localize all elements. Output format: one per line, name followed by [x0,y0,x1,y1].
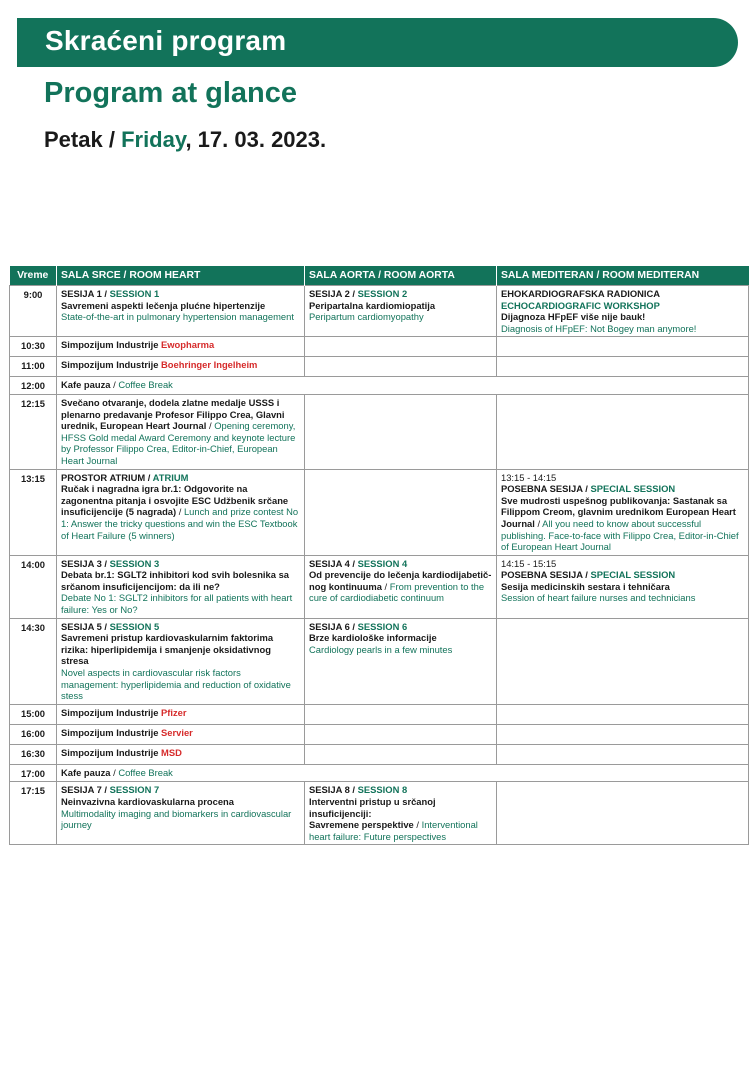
symposium-cell: Simpozijum Industrije Pfizer [57,704,305,724]
empty-cell [497,782,749,845]
time-cell: 9:00 [10,286,57,337]
title-banner [17,18,738,67]
time-cell: 14:00 [10,555,57,618]
table-row [10,394,749,469]
program-table [9,266,749,845]
day-local: Petak [44,127,103,152]
time-cell: 17:00 [10,764,57,782]
table-row [10,469,749,555]
time-cell: 14:30 [10,618,57,704]
empty-cell [305,394,497,469]
session-cell: SESIJA 6 / SESSION 6 Brze kardiološke informacije Cardiology pearls in a few minutes [305,618,497,704]
table-row [10,286,749,337]
empty-cell [497,337,749,357]
table-row [10,337,749,357]
table-row [10,724,749,744]
time-cell: 12:00 [10,377,57,395]
empty-cell [497,394,749,469]
table-row [10,764,749,782]
separator: / [102,127,122,152]
time-cell: 12:15 [10,394,57,469]
table-row [10,782,749,845]
col-header-heart: SALA SRCE / ROOM HEART [57,266,305,286]
session-cell: SESIJA 2 / SESSION 2 Peripartalna kardiomiopatija Peripartum cardiomyopathy [305,286,497,337]
time-cell: 10:30 [10,337,57,357]
session-cell: SESIJA 5 / SESSION 5 Savremeni pristup kardiovaskularnim faktorima rizika: hiperlipidemija i smanjenje oksidativnog stresa Novel aspects in cardiovascular risk factors management: hyperlipidemia and reduction of oxidative stess [57,618,305,704]
col-header-mediteran: SALA MEDITERAN / ROOM MEDITERAN [497,266,749,286]
time-cell: 17:15 [10,782,57,845]
table-row [10,704,749,724]
time-cell: 16:00 [10,724,57,744]
time-cell: 11:00 [10,357,57,377]
page-title: Skraćeni program [45,25,287,56]
empty-cell [305,704,497,724]
time-cell: 16:30 [10,744,57,764]
page-subtitle: Program at glance [44,77,298,109]
workshop-cell: EHOKARDIOGRAFSKA RADIONICA ECHOCARDIOGRAFIC WORKSHOP Dijagnoza HFpEF više nije bauk! Diagnosis of HFpEF: Not Bogey man anymore! [497,286,749,337]
empty-cell [305,357,497,377]
empty-cell [497,357,749,377]
date: , 17. 03. 2023. [185,127,327,152]
time-cell: 15:00 [10,704,57,724]
col-header-aorta: SALA AORTA / ROOM AORTA [305,266,497,286]
table-row [10,357,749,377]
time-cell: 13:15 [10,469,57,555]
empty-cell [497,724,749,744]
table-row [10,377,749,395]
empty-cell [305,724,497,744]
empty-cell [497,704,749,724]
break-cell: Kafe pauza / Coffee Break [57,764,749,782]
empty-cell [497,618,749,704]
symposium-cell: Simpozijum Industrije MSD [57,744,305,764]
empty-cell [305,337,497,357]
day-english: Friday [121,127,186,152]
empty-cell [497,744,749,764]
table-row [10,744,749,764]
session-cell: SESIJA 8 / SESSION 8 Interventni pristup u srčanoj insuficijenciji: Savremene perspektive / Interventional heart failure: Future perspectives [305,782,497,845]
table-row [10,618,749,704]
session-cell: SESIJA 1 / SESSION 1 Savremeni aspekti lečenja plućne hipertenzije State-of-the-art in pulmonary hypertension management [57,286,305,337]
table-row [10,555,749,618]
empty-cell [305,469,497,555]
col-header-time: Vreme [10,266,57,286]
symposium-cell: Simpozijum Industrije Ewopharma [57,337,305,357]
empty-cell [305,744,497,764]
session-cell: SESIJA 4 / SESSION 4 Od prevencije do lečenja kardiodijabetič-nog kontinuuma / From prevention to the cure of cardiodiabetic continuum [305,555,497,618]
lunch-cell: PROSTOR ATRIUM / ATRIUM Ručak i nagradna igra br.1: Odgovorite na zagonentna pitanja i osvojite ESC Udžbenik srčane insuficijencije (5 nagrada) / Lunch and prize contest No 1: Answer the tricky questions and win the ESC Textbook of Heart Failure (5 winners) [57,469,305,555]
date-line [44,127,326,153]
break-cell: Kafe pauza / Coffee Break [57,377,749,395]
session-cell: SESIJA 3 / SESSION 3 Debata br.1: SGLT2 inhibitori kod svih bolesnika sa srčanom insuficijencijom: da ili ne? Debate No 1: SGLT2 inhibitors for all patients with heart failure: Yes or No? [57,555,305,618]
opening-cell: Svečano otvaranje, dodela zlatne medalje USSS i plenarno predavanje Profesor Filippo Crea, Glavni urednik, European Heart Journal / Opening ceremony, HFSS Gold medal Award Ceremony and keynote lecture by Professor Filippo Crea, Editor-in-Chief, European Heart Journal [57,394,305,469]
session-cell: SESIJA 7 / SESSION 7 Neinvazivna kardiovaskularna procena Multimodality imaging and biomarkers in cardiovascular journey [57,782,305,845]
special-session-cell: 14:15 - 15:15 POSEBNA SESIJA / SPECIAL SESSION Sesija medicinskih sestara i tehničara Session of heart failure nurses and technicians [497,555,749,618]
symposium-cell: Simpozijum Industrije Boehringer Ingelheim [57,357,305,377]
symposium-cell: Simpozijum Industrije Servier [57,724,305,744]
special-session-cell: 13:15 - 14:15 POSEBNA SESIJA / SPECIAL SESSION Sve mudrosti uspešnog publikovanja: Sastanak sa Filippom Creom, glavnim urednikom European Heart Journal / All you need to know about successful publishing. Face-to-face with Filippo Crea, Editor-in-Chief of European Heart Journal [497,469,749,555]
table-header-row [10,266,749,286]
